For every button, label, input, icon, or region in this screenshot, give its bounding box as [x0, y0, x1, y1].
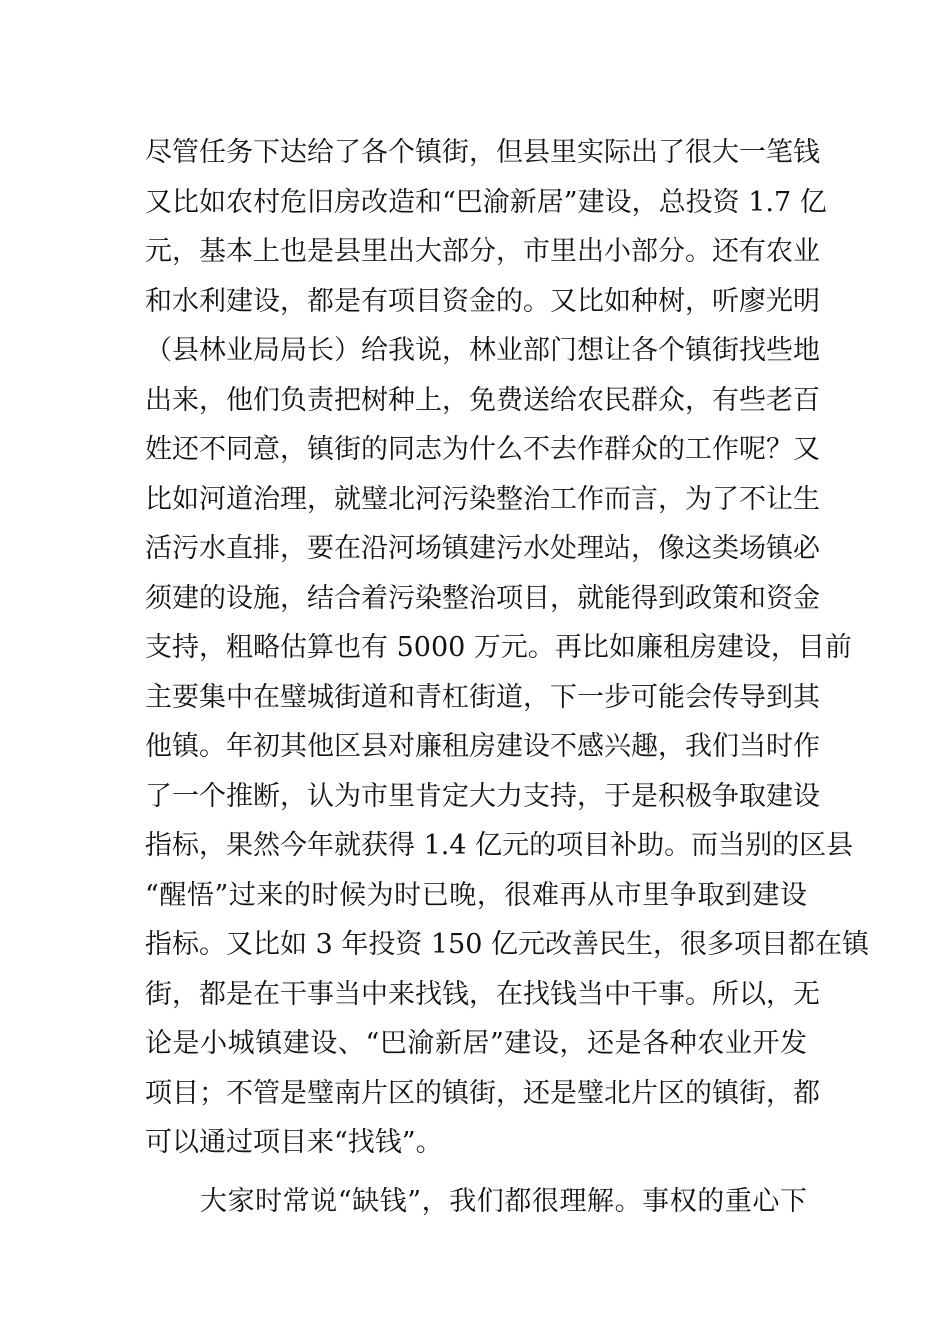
text-line: 比如河道治理，就璧北河污染整治工作而言，为了不让生 — [145, 483, 820, 515]
text-line: 和水利建设，都是有项目资金的。又比如种树，听廖光明 — [145, 285, 820, 317]
text-line: 活污水直排，要在沿河场镇建污水处理站，像这类场镇必 — [145, 533, 820, 564]
text-line: 指标，果然今年就获得 1.4 亿元的项目补助。而当别的区县 — [145, 830, 854, 861]
text-line: 主要集中在璧城街道和青杠街道，下一步可能会传导到其 — [145, 681, 820, 713]
text-line: 须建的设施，结合着污染整治项目，就能得到政策和资金 — [145, 582, 820, 614]
body-text — [145, 128, 870, 1226]
text-line: 姓还不同意，镇街的同志为什么不去作群众的工作呢？又 — [145, 434, 820, 465]
text-line: 他镇。年初其他区县对廉租房建设不感兴趣，我们当时作 — [145, 731, 820, 762]
text-line: 大家时常说“缺钱”，我们都很理解。事权的重心下 — [200, 1185, 807, 1217]
text-line: 出来，他们负责把树种上，免费送给农民群众，有些老百 — [145, 384, 820, 416]
paragraph — [145, 1177, 807, 1227]
text-line: 支持，粗略估算也有 5000 万元。再比如廉租房建设，目前 — [145, 632, 852, 663]
text-line: “醒悟”过来的时候为时已晚，很难再从市里争取到建设 — [145, 879, 807, 911]
paragraph — [145, 128, 870, 1168]
text-line: 论是小城镇建设、“巴渝新居”建设，还是各种农业开发 — [145, 1028, 807, 1059]
text-line: 项目；不管是璧南片区的镇街，还是璧北片区的镇街，都 — [145, 1077, 820, 1109]
text-line: 可以通过项目来“找钱”。 — [145, 1127, 443, 1158]
text-line: 街，都是在干事当中来找钱，在找钱当中干事。所以，无 — [145, 978, 820, 1010]
text-line: 指标。又比如 3 年投资 150 亿元改善民生，很多项目都在镇 — [145, 929, 870, 960]
text-line: （县林业局局长）给我说，林业部门想让各个镇街找些地 — [145, 335, 820, 366]
text-line: 元，基本上也是县里出大部分，市里出小部分。还有农业 — [145, 236, 820, 267]
text-line: 尽管任务下达给了各个镇街，但县里实际出了很大一笔钱 — [145, 137, 820, 168]
text-line: 又比如农村危旧房改造和“巴渝新居”建设，总投资 1.7 亿 — [145, 186, 827, 218]
paragraph-spacing — [145, 1168, 807, 1177]
text-line: 了一个推断，认为市里肯定大力支持，于是积极争取建设 — [145, 780, 820, 812]
